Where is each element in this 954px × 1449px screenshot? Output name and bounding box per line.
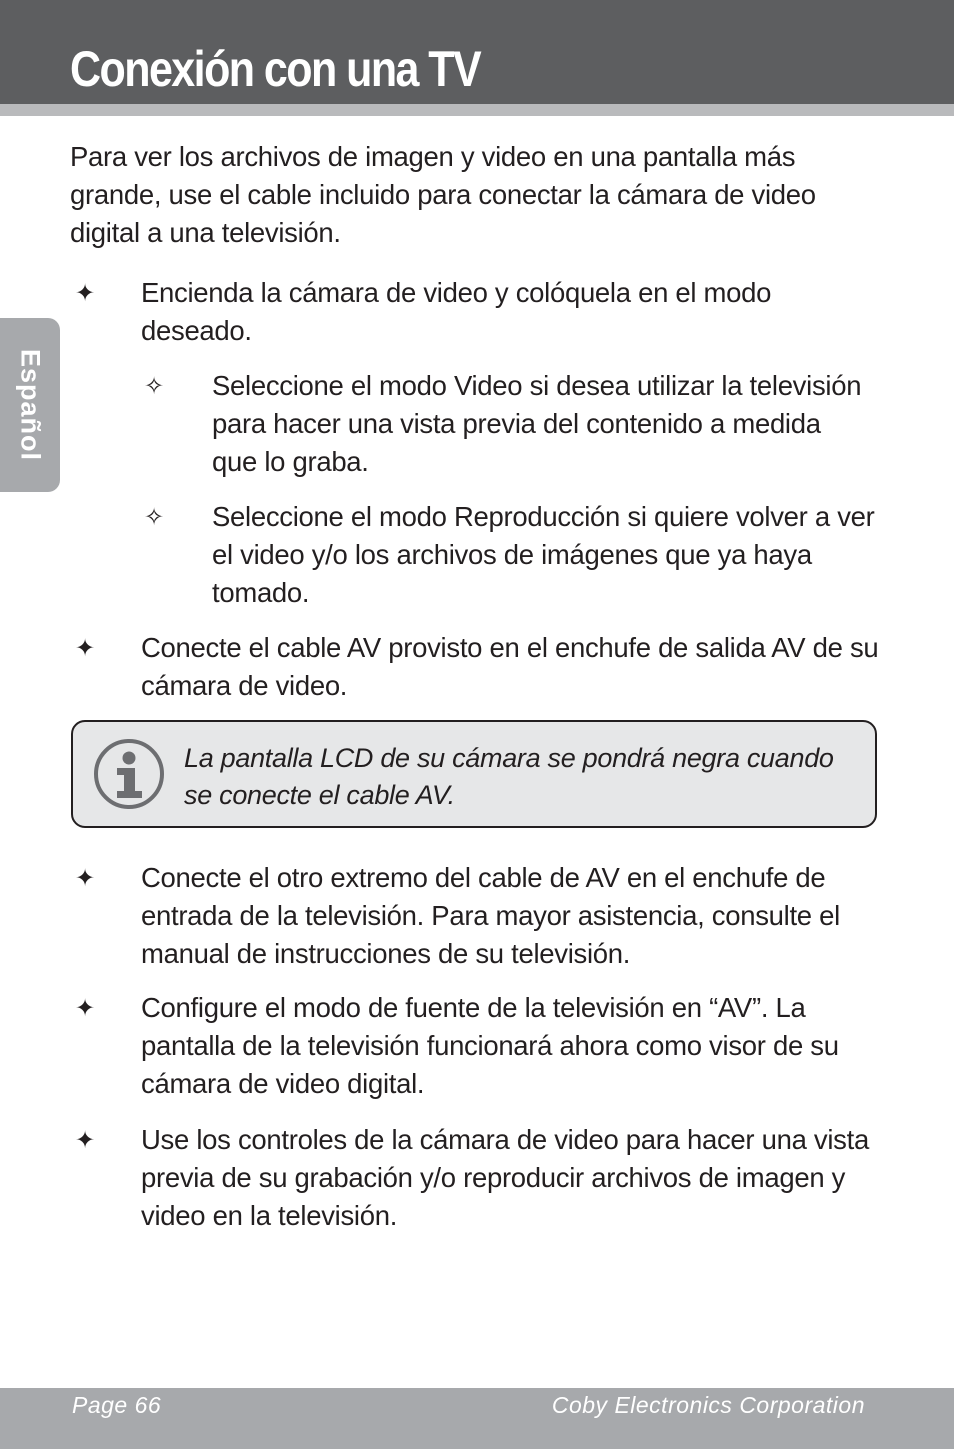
step-3-text: Conecte el otro extremo del cable de AV en el enchufe de entrada de la televisión. Para mayor asistencia, consulte el manual de instrucciones de su televisión. [141, 862, 840, 969]
info-icon [93, 738, 165, 810]
step-4-text: Configure el modo de fuente de la televisión en “AV”. La pantalla de la televisión funcionará ahora como visor de su cámara de video digital. [141, 992, 839, 1099]
bullet-icon: ✦ [75, 995, 96, 1022]
page-title: Conexión con una TV [70, 41, 481, 97]
sub-bullet-icon: ✧ [144, 504, 165, 531]
header-divider [0, 104, 954, 116]
page-number: Page 66 [72, 1392, 162, 1418]
step-5-text: Use los controles de la cámara de video para hacer una vista previa de su grabación y/o reproducir archivos de imagen y video en la televisión. [141, 1124, 869, 1231]
step-2-text: Conecte el cable AV provisto en el enchufe de salida AV de su cámara de video. [141, 632, 879, 701]
step-1-text: Encienda la cámara de video y colóquela en el modo deseado. [141, 277, 772, 346]
bullet-icon: ✦ [75, 1127, 96, 1154]
sub-step-1-text: Seleccione el modo Video si desea utilizar la televisión para hacer una vista previa del contenido a medida que lo graba. [212, 370, 862, 477]
intro-paragraph: Para ver los archivos de imagen y video en una pantalla más grande, use el cable incluido para conectar la cámara de video digital a una televisión. [70, 141, 816, 248]
language-tab-label: Español [15, 348, 46, 462]
bullet-icon: ✦ [75, 865, 96, 892]
sub-step-2-text: Seleccione el modo Reproducción si quiere volver a ver el video y/o los archivos de imágenes que ya haya tomado. [212, 501, 875, 608]
company-name: Coby Electronics Corporation [551, 1392, 865, 1418]
bullet-icon: ✦ [75, 635, 96, 662]
bullet-icon: ✦ [75, 280, 96, 307]
note-text: La pantalla LCD de su cámara se pondrá negra cuando se conecte el cable AV. [184, 743, 834, 810]
sub-bullet-icon: ✧ [144, 373, 165, 400]
